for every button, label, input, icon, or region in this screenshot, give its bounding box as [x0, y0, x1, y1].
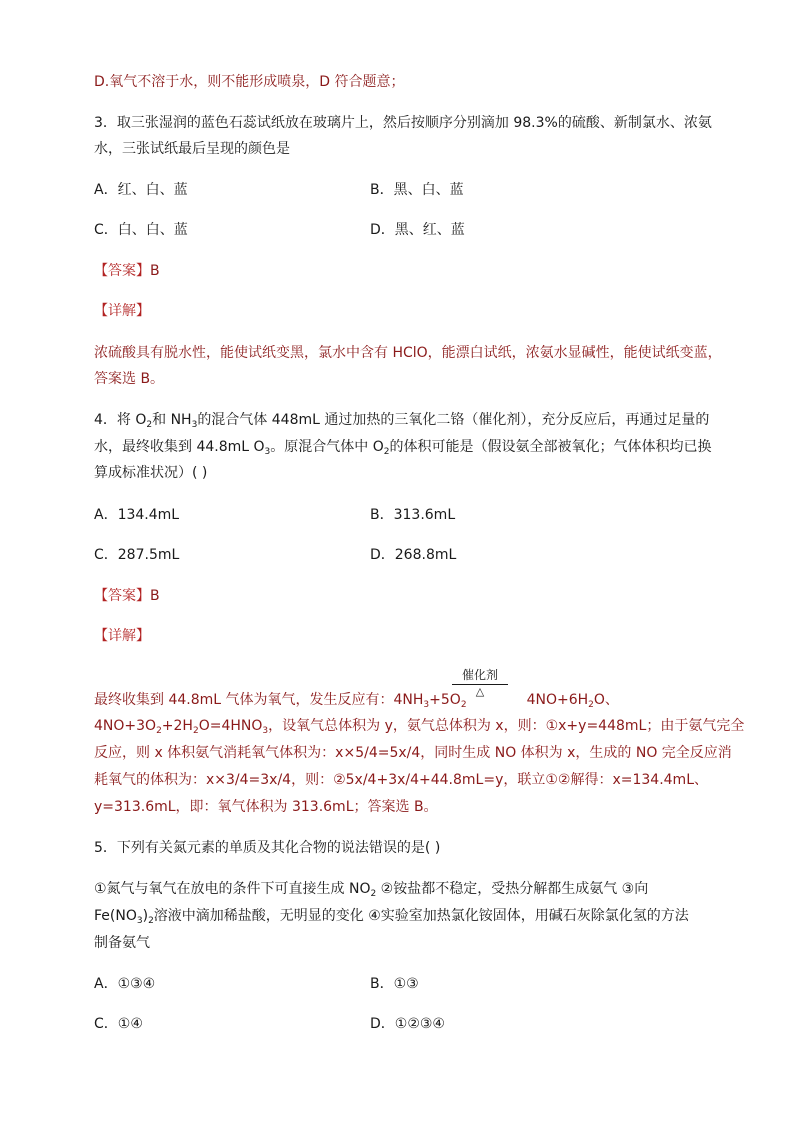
answer-value: B — [150, 263, 160, 279]
q4-option-a: A．134.4mL — [94, 507, 180, 523]
q3-detail-line1: 浓硫酸具有脱水性，能使试纸变黑，氯水中含有 HClO，能漂白试纸，浓氨水显碱性，能使试纸变蓝， — [94, 345, 722, 361]
q4-option-c: C．287.5mL — [94, 547, 180, 563]
q5-option-c: C．①④ — [94, 1016, 143, 1032]
answer-tag: 【答案】 — [94, 263, 150, 279]
q4-detail-line4: 耗氧气的体积为：x×3/4=3x/4，则：②5x/4+3x/4+44.8mL=y，联立①②解得：x=134.4mL、 — [94, 772, 708, 788]
q4-stem-line3: 算成标准状况）( ) — [94, 465, 208, 481]
q4-detail-line3: 反应，则 x 体积氨气消耗氧气体积为：x×5/4=5x/4，同时生成 NO 体积为 x，生成的 NO 完全反应消 — [94, 745, 732, 761]
catalyst-label: 催化剂 — [461, 668, 498, 682]
q3-option-a: A．红、白、蓝 — [94, 182, 188, 198]
q4-option-b: B．313.6mL — [370, 507, 456, 523]
q5-stem-line2: ①氮气与氧气在放电的条件下可直接生成 $NO_2$ ②铵盐都不稳定，受热分解都生成氨气 ③向 — [94, 881, 649, 899]
q3-detail-line2: 答案选 B。 — [94, 371, 165, 387]
q3-detail-tag: 【详解】 — [94, 303, 150, 319]
q5-option-d: D．①②③④ — [370, 1016, 445, 1032]
q3-answer — [94, 261, 160, 281]
q3-option-c: C．白、白、蓝 — [94, 222, 188, 238]
q4-detail-line2: $4NO+3O_2+2H_2O=4HNO_3$，设氧气总体积为 y，氨气总体积为 x，则：①x+y=448mL；由于氨气完全 — [94, 718, 745, 736]
q5-stem-line3: $Fe(NO_3)_2$溶液中滴加稀盐酸，无明显的变化 ④实验室加热氯化铵固体，用碱石灰除氯化氢的方法 — [94, 908, 689, 926]
q4-stem-line2: 水，最终收集到 44.8mL $O_3$。原混合气体中 $O_2$的体积可能是（假设氨全部被氧化；气体体积均已换 — [94, 439, 712, 457]
q5-option-a: A．①③④ — [94, 976, 156, 992]
q5-stem-line4: 制备氨气 — [94, 935, 150, 951]
q3-stem-line2: 水，三张试纸最后呈现的颜色是 — [94, 141, 290, 157]
q4-detail-line5: y=313.6mL，即：氧气体积为 313.6mL；答案选 B。 — [94, 799, 438, 815]
q3-option-d: D．黑、红、蓝 — [370, 222, 465, 238]
q4-option-d: D．268.8mL — [370, 547, 457, 563]
q3-option-b: B．黑、白、蓝 — [370, 182, 464, 198]
q4-detail-line1: 最终收集到 44.8mL 气体为氧气，发生反应有：$4NH_3+5O_2$ $4NO+6H_2O$、 — [94, 692, 619, 710]
q4-answer: 【答案】B — [94, 588, 160, 604]
q4-detail-tag: 【详解】 — [94, 628, 150, 644]
q4-stem-line1: 4．将 $O_2$和 $NH_3$的混合气体 448mL 通过加热的三氧化二铬（催化剂），充分反应后，再通过足量的 — [94, 412, 710, 430]
previous-explanation-line: D.氧气不溶于水，则不能形成喷泉，D 符合题意； — [94, 74, 405, 90]
q3-stem-line1: 3．取三张湿润的蓝色石蕊试纸放在玻璃片上，然后按顺序分别滴加 98.3%的硫酸、新制氯水、浓氨 — [94, 115, 712, 131]
q5-option-b: B．①③ — [370, 976, 419, 992]
q5-stem-line1: 5．下列有关氮元素的单质及其化合物的说法错误的是( ) — [94, 840, 441, 856]
heat-symbol: △ — [475, 685, 485, 698]
